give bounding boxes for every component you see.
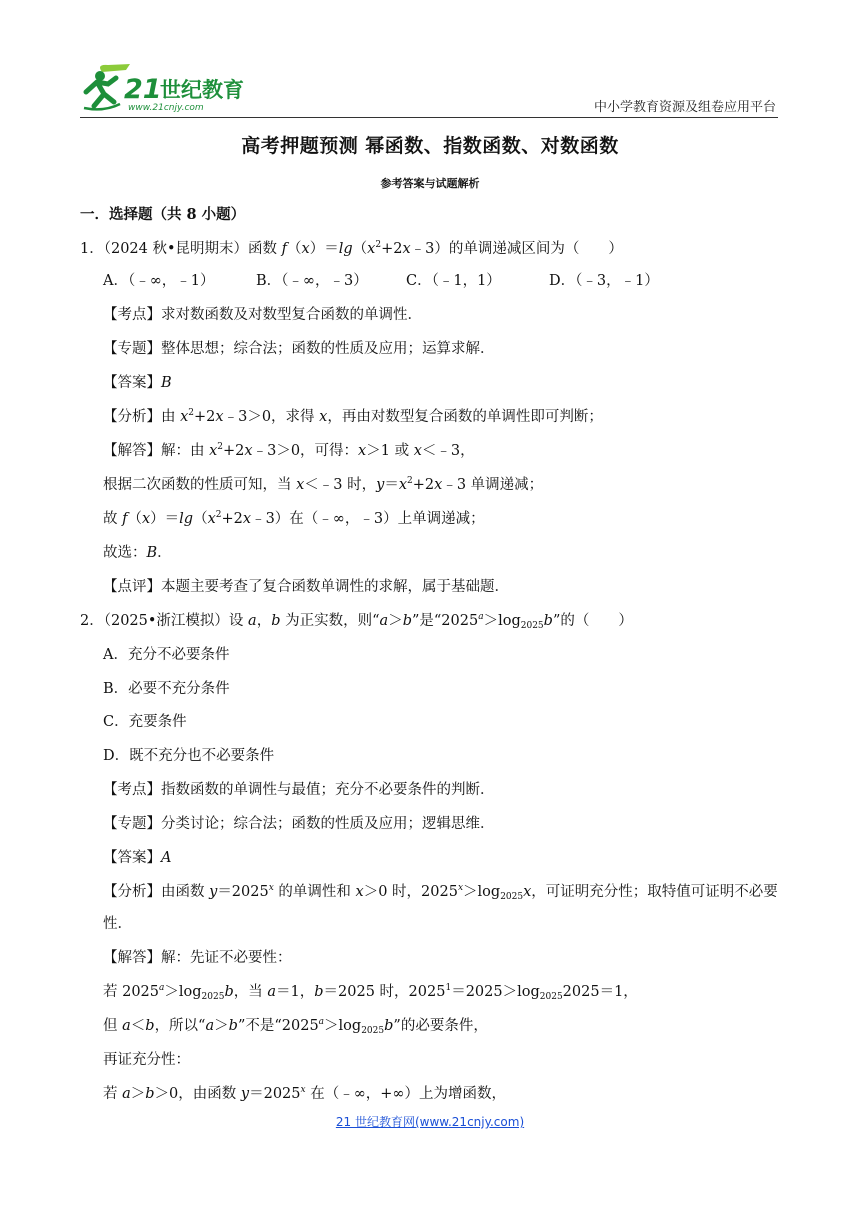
q1-zhuanti: 【专题】整体思想；综合法；函数的性质及应用；运算求解． xyxy=(103,341,495,357)
q1-option-a: A．（﹣∞，﹣1） xyxy=(103,273,215,289)
q2-option-b: B．必要不充分条件 xyxy=(103,681,230,697)
footer-link[interactable]: 21 世纪教育网(www.21cnjy.com) xyxy=(335,1115,525,1129)
q2-jieda-line4: 若 a＞b＞0，由函数 $y=2025^x$ 在（﹣∞，+∞）上为增函数， xyxy=(103,1085,507,1102)
q2-option-d: D．既不充分也不必要条件 xyxy=(103,748,275,764)
q1-kaodian: 【考点】求对数函数及对数型复合函数的单调性． xyxy=(103,307,422,323)
section-heading: 一．选择题（共 8 小题） xyxy=(80,206,246,223)
q2-jieda: 【解答】解：先证不必要性： xyxy=(103,950,292,966)
svg-text:世纪教育: 世纪教育 xyxy=(160,78,244,102)
q1-fenxi: 【分析】由 $x^2+2x﹣3>0$，求得 x，再由对数型复合函数的单调性即可判断； xyxy=(103,408,603,425)
q1-stem: 1．（2024 秋•昆明期末）函数 $f(x)=\lg(x^2+2x﹣3)$的单调递减区间为（ ） xyxy=(80,240,623,257)
q2-option-c: C．充要条件 xyxy=(103,714,187,730)
page-header xyxy=(80,62,778,120)
q2-zhuanti: 【专题】分类讨论；综合法；函数的性质及应用；逻辑思维． xyxy=(103,816,495,832)
page-footer xyxy=(0,1113,860,1130)
q1-option-d: D．（﹣3，﹣1） xyxy=(549,273,659,289)
svg-text:21: 21 xyxy=(124,74,162,105)
q2-jieda-line1: 若 $2025^a>\log_{2025}b$，当 a＝1，b＝2025 时，$2025^1=2025>\log_{2025}2025=1$， xyxy=(103,983,638,1002)
svg-text:www.21cnjy.com: www.21cnjy.com xyxy=(128,103,204,113)
page-subtitle: 参考答案与试题解析 xyxy=(380,177,480,190)
q2-jieda-line2: 但 a＜b，所以“a＞b”不是“$2025^a>\log_{2025}b$”的必要条件， xyxy=(103,1017,488,1036)
header-divider xyxy=(80,117,778,118)
q2-stem: 2．（2025•浙江模拟）设 a，b 为正实数，则“a＞b”是“$2025^a>\log_{2025}b$”的（ ） xyxy=(80,612,633,631)
q1-options xyxy=(103,271,659,291)
q2-jieda-line3: 再证充分性： xyxy=(103,1052,190,1068)
q2-fenxi: 【分析】由函数 $y=2025^x$ 的单调性和 x＞0 时，$2025^x>\log_{2025}x$，可证明充分性；取特值可证明不必要 xyxy=(103,883,778,902)
q2-answer: 【答案】A xyxy=(103,850,172,866)
q1-jieda-line3: 故 $f(x)=\lg(x^2+2x﹣3)$在（﹣∞，﹣3）上单调递减； xyxy=(103,510,485,527)
page-title: 高考押题预测 幂函数、指数函数、对数函数 xyxy=(241,135,619,157)
q2-fenxi-cont: 性． xyxy=(103,916,132,932)
q1-jieda-line2: 根据二次函数的性质可知，当 x＜﹣3 时，$y=x^2+2x﹣3$ 单调递减； xyxy=(103,476,544,493)
q1-dianping: 【点评】本题主要考查了复合函数单调性的求解，属于基础题． xyxy=(103,579,509,595)
q1-jieda: 【解答】解：由 $x^2+2x﹣3>0$，可得：x＞1 或 x＜﹣3， xyxy=(103,442,475,459)
q1-option-c: C．（﹣1，1） xyxy=(406,273,501,289)
site-logo xyxy=(80,62,250,118)
q1-jieda-line4: 故选：B． xyxy=(103,545,172,561)
q1-option-b: B．（﹣∞，﹣3） xyxy=(256,273,368,289)
q1-answer: 【答案】B xyxy=(103,375,172,391)
q2-option-a: A．充分不必要条件 xyxy=(103,647,230,663)
platform-name: 中小学教育资源及组卷应用平台 xyxy=(593,100,776,115)
q2-kaodian: 【考点】指数函数的单调性与最值；充分不必要条件的判断． xyxy=(103,782,495,798)
